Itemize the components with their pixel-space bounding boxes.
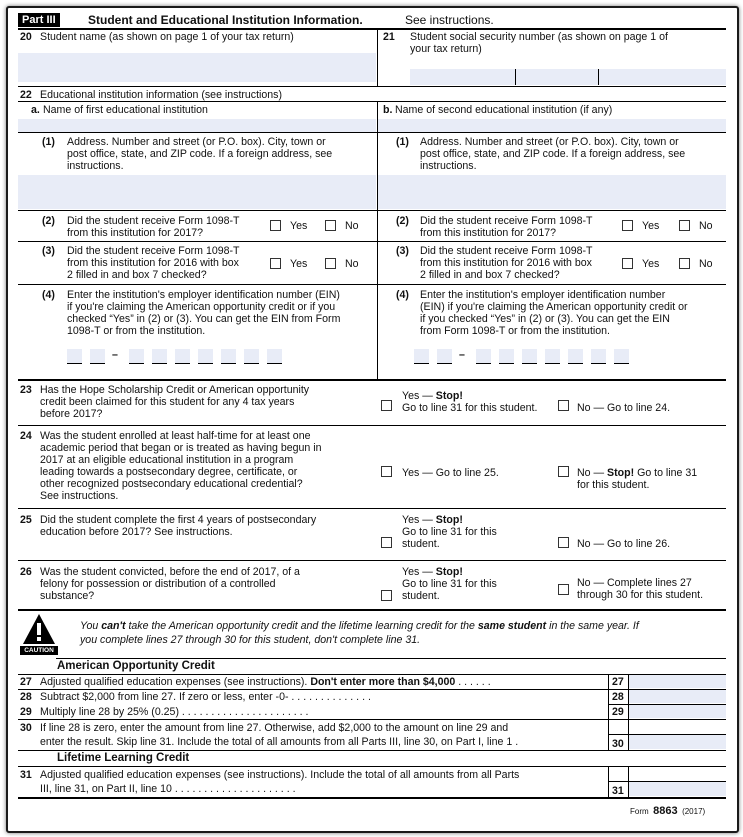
line-25-no-checkbox[interactable] xyxy=(558,537,569,548)
line-27-amount-field[interactable] xyxy=(629,675,726,688)
q3-no-label-b: No xyxy=(699,258,713,270)
q2-no-label-a: No xyxy=(345,220,359,232)
line-25-text: Did the student complete the first 4 years of postsecondary education before 2017? See instructions. xyxy=(40,514,317,538)
line-30-amount-field[interactable] xyxy=(629,735,726,749)
line-29-amount-field[interactable] xyxy=(629,705,726,718)
line-22a-label: a. xyxy=(31,104,40,116)
line-28-number: 28 xyxy=(20,691,32,703)
line-29-number: 29 xyxy=(20,706,32,718)
line-31-amount-field[interactable] xyxy=(629,782,726,796)
line-25-yes-label: Yes — Stop! Go to line 31 for this student. xyxy=(402,514,497,550)
caution-text: You can't take the American opportunity credit and the lifetime learning credit for the same student in the same year. If you complete lines 27 through 30 for this student, don't complete line 31. xyxy=(80,620,639,646)
llc-header: Lifetime Learning Credit xyxy=(57,752,190,764)
q2-text-a: Did the student receive Form 1098-T from this institution for 2017? xyxy=(67,215,240,239)
q3-number-a: (3) xyxy=(42,245,55,257)
q2-yes-label-a: Yes xyxy=(290,220,308,232)
q3-yes-checkbox-a[interactable] xyxy=(270,258,281,269)
line-23-yes-label: Yes — Stop! Go to line 31 for this student. xyxy=(402,390,538,414)
line-21-label-1: Student social security number (as shown on page 1 of xyxy=(410,31,668,43)
warning-triangle-icon xyxy=(22,612,56,646)
line-30-label: If line 28 is zero, enter the amount from line 27. Otherwise, add $2,000 to the amount on line 29 and enter the result. Skip line 31. Include the total of all amounts from all Parts III, line 30, on Part I, line 1 . xyxy=(40,722,519,748)
line-20-label: Student name (as shown on page 1 of your tax return) xyxy=(40,31,294,43)
line-25-yes-checkbox[interactable] xyxy=(381,537,392,548)
line-22-label: Educational institution information (see instructions) xyxy=(40,89,283,101)
line-26-number: 26 xyxy=(20,566,32,578)
q3-yes-label-b: Yes xyxy=(642,258,660,270)
q2-text-b: Did the student receive Form 1098-T from this institution for 2017? xyxy=(420,215,593,239)
line-25-number: 25 xyxy=(20,514,32,526)
q2-yes-checkbox-a[interactable] xyxy=(270,220,281,231)
part-badge: Part III xyxy=(18,13,60,27)
line-28-amount-field[interactable] xyxy=(629,690,726,703)
line-27-label: Adjusted qualified education expenses (see instructions). Don't enter more than $4,000 . . . . . . xyxy=(40,676,491,688)
q3-yes-checkbox-b[interactable] xyxy=(622,258,633,269)
part-header xyxy=(18,13,726,28)
line-20-number: 20 xyxy=(20,31,32,43)
line-30-number: 30 xyxy=(20,722,32,734)
second-institution-address-field[interactable] xyxy=(378,175,726,209)
line-24-yes-checkbox[interactable] xyxy=(381,466,392,477)
line-23-yes-checkbox[interactable] xyxy=(381,400,392,411)
q3-no-checkbox-b[interactable] xyxy=(679,258,690,269)
line-28-box-number: 28 xyxy=(612,691,624,703)
q1-text-a: Address. Number and street (or P.O. box). City, town or post office, state, and ZIP code. If a foreign address, see instructions. xyxy=(67,136,333,172)
q4-text-a: Enter the institution's employer identification number (EIN) if you're claiming the American opportunity credit or if you checked “Yes” in (2) or (3). You can get the EIN from Form 1098-T or from the institution. xyxy=(67,289,341,337)
line-23-no-label: No — Go to line 24. xyxy=(577,402,671,414)
line-26-yes-label: Yes — Stop! Go to line 31 for this student. xyxy=(402,566,497,602)
q4-number-a: (4) xyxy=(42,289,55,301)
q4-number-b: (4) xyxy=(396,289,409,301)
line-31-box-number: 31 xyxy=(612,785,624,797)
caution-label: CAUTION xyxy=(20,646,58,655)
q2-yes-checkbox-b[interactable] xyxy=(622,220,633,231)
q2-no-label-b: No xyxy=(699,220,713,232)
line-24-no-label: No — Stop! Go to line 31 for this student. xyxy=(577,467,698,491)
line-24-no-checkbox[interactable] xyxy=(558,466,569,477)
line-21-label-2: your tax return) xyxy=(410,43,482,55)
q3-no-checkbox-a[interactable] xyxy=(325,258,336,269)
q2-yes-label-b: Yes xyxy=(642,220,660,232)
line-23-no-checkbox[interactable] xyxy=(558,400,569,411)
line-23-number: 23 xyxy=(20,384,32,396)
line-22a-text: Name of first educational institution xyxy=(43,104,208,116)
first-institution-name-field[interactable] xyxy=(18,119,376,132)
q2-number-a: (2) xyxy=(42,215,55,227)
q2-number-b: (2) xyxy=(396,215,409,227)
q1-number-b: (1) xyxy=(396,136,409,148)
aoc-header: American Opportunity Credit xyxy=(57,660,215,672)
student-name-field[interactable] xyxy=(18,53,376,82)
line-26-no-label: No — Complete lines 27 through 30 for this student. xyxy=(577,577,704,601)
q2-no-checkbox-a[interactable] xyxy=(325,220,336,231)
q1-text-b: Address. Number and street (or P.O. box). City, town or post office, state, and ZIP code. If a foreign address, see instructions. xyxy=(420,136,686,172)
part-title-suffix: See instructions. xyxy=(405,13,494,27)
q2-no-checkbox-b[interactable] xyxy=(679,220,690,231)
line-31-number: 31 xyxy=(20,769,32,781)
part-title: Student and Educational Institution Information. xyxy=(88,13,363,27)
line-22-number: 22 xyxy=(20,89,32,101)
first-institution-address-field[interactable] xyxy=(18,175,376,209)
line-26-yes-checkbox[interactable] xyxy=(381,590,392,601)
student-ssn-field[interactable] xyxy=(410,69,726,85)
line-26-text: Was the student convicted, before the end of 2017, of a felony for possession or distribution of a controlled substance? xyxy=(40,566,300,602)
form-footer: Form 8863 (2017) xyxy=(630,805,706,817)
line-24-number: 24 xyxy=(20,430,32,442)
line-31-label: Adjusted qualified education expenses (see instructions). Include the total of all amounts from all Parts III, line 31, on Part II, line 10 . . . . . . . . . . . . . . . . . . . . . xyxy=(40,769,520,795)
line-22b-label: b. xyxy=(383,104,393,116)
line-22b-text: Name of second educational institution (if any) xyxy=(395,104,613,116)
q3-no-label-a: No xyxy=(345,258,359,270)
line-23-text: Has the Hope Scholarship Credit or American opportunity credit been claimed for this student for any 4 tax years before 2017? xyxy=(40,384,310,420)
line-24-yes-label: Yes — Go to line 25. xyxy=(402,467,499,479)
q3-text-a: Did the student receive Form 1098-T from this institution for 2016 with box 2 filled in and box 7 checked? xyxy=(67,245,240,281)
q1-number-a: (1) xyxy=(42,136,55,148)
q3-yes-label-a: Yes xyxy=(290,258,308,270)
line-29-box-number: 29 xyxy=(612,706,624,718)
line-30-box-number: 30 xyxy=(612,738,624,750)
line-29-label: Multiply line 28 by 25% (0.25) . . . . . . . . . . . . . . . . . . . . . . xyxy=(40,706,309,718)
ein-field-b[interactable]: – xyxy=(414,349,674,365)
q3-number-b: (3) xyxy=(396,245,409,257)
line-21-number: 21 xyxy=(383,31,395,43)
ein-field-a[interactable]: – xyxy=(67,349,327,365)
line-27-number: 27 xyxy=(20,676,32,688)
second-institution-name-field[interactable] xyxy=(378,119,726,132)
line-27-box-number: 27 xyxy=(612,676,624,688)
line-26-no-checkbox[interactable] xyxy=(558,584,569,595)
line-25-no-label: No — Go to line 26. xyxy=(577,538,671,550)
caution-icon xyxy=(22,612,56,656)
line-28-label: Subtract $2,000 from line 27. If zero or less, enter -0- . . . . . . . . . . . . . . xyxy=(40,691,371,703)
q4-text-b: Enter the institution's employer identification number (EIN) if you're claiming the American opportunity credit or if you checked “Yes” in (2) or (3). You can get the EIN from Form 1098-T or from the institution. xyxy=(420,289,688,337)
line-24-text: Was the student enrolled at least half-time for at least one academic period that began or is treated as having begun in 2017 at an eligible educational institution in a program leading towards a postsecondary degree, certificate, or other recognized postsecondary educational credential? See instructions. xyxy=(40,430,322,502)
q3-text-b: Did the student receive Form 1098-T from this institution for 2016 with box 2 filled in and box 7 checked? xyxy=(420,245,593,281)
